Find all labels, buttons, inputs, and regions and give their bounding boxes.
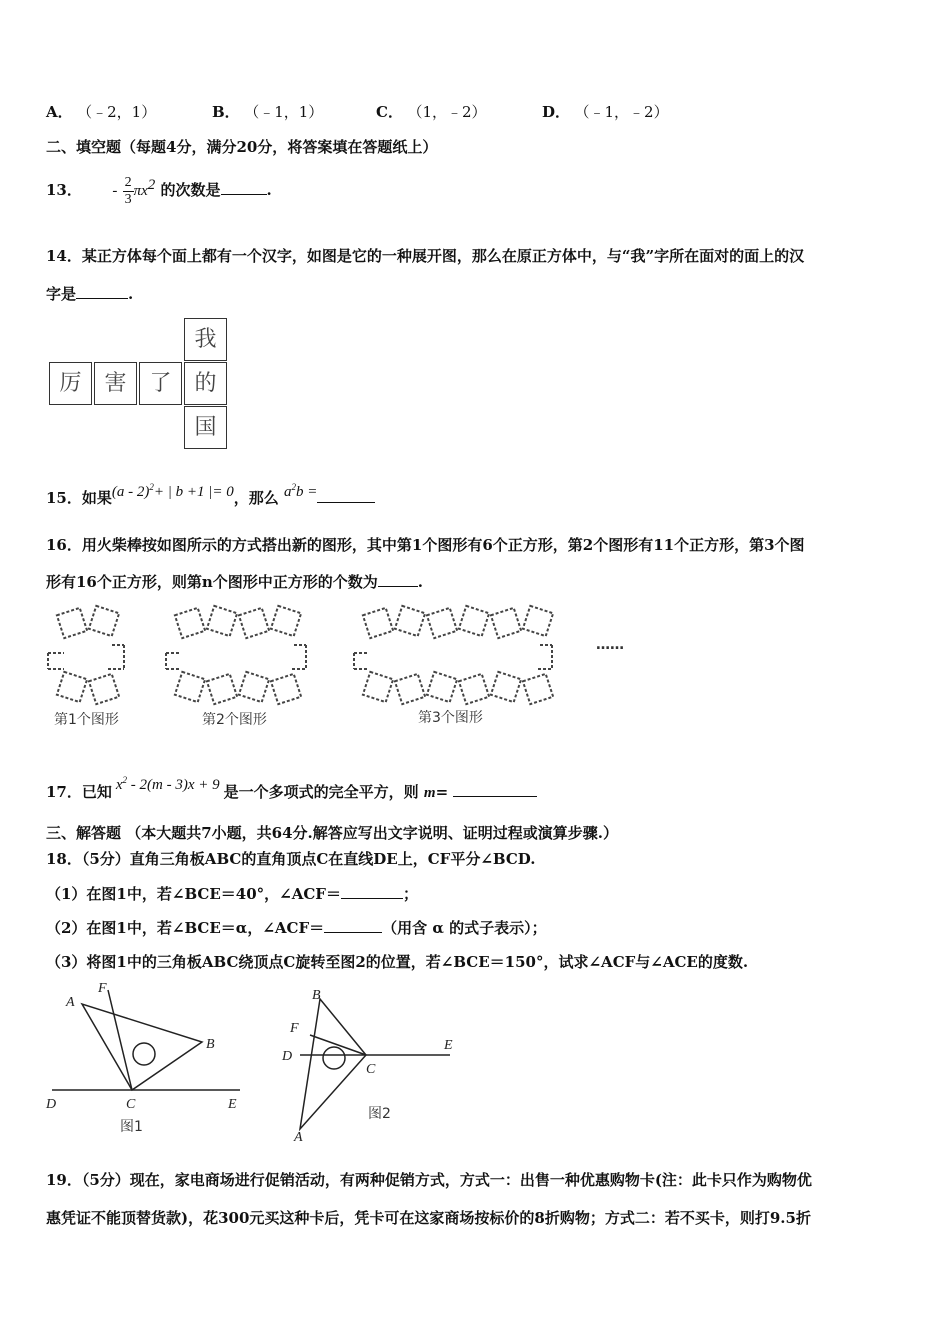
- question-16-line1: 16．用火柴棒按如图所示的方式搭出新的图形，其中第1个图形有6个正方形，第2个图形有11个正方形，第3个图: [46, 536, 805, 554]
- option-b: B． （﹣1，1）: [212, 103, 324, 121]
- caption-figure-2: 第2个图形: [202, 712, 267, 728]
- answer-blank-18-1[interactable]: [341, 884, 403, 899]
- figure-2: [280, 985, 470, 1145]
- label-b: B: [312, 988, 321, 1003]
- cube-face-li: 厉: [49, 362, 92, 405]
- answer-blank-18-2[interactable]: [324, 918, 382, 933]
- question-18-part3: （3）将图1中的三角板ABC绕顶点C旋转至图2的位置，若∠BCE＝150°，试求∠ACF与∠ACE的度数.: [46, 953, 749, 971]
- option-a: A． （﹣2，1）: [46, 103, 157, 121]
- label-d: D: [282, 1049, 293, 1064]
- caption-figure-3: 第3个图形: [418, 710, 483, 726]
- cube-face-de: 的: [184, 362, 227, 405]
- label-e: E: [444, 1038, 453, 1053]
- question-18-part1: （1）在图1中，若∠BCE＝40°，∠ACF＝ ；: [46, 885, 418, 903]
- matchstick-svg: [44, 603, 634, 731]
- label-f: F: [98, 981, 107, 996]
- question-19-line2: 惠凭证不能顶替货款)，花300元买这种卡后，凭卡可在这家商场按标价的8折购物；方式二：若不买卡，则打9.5折: [46, 1209, 811, 1227]
- figure-1-svg: [44, 980, 254, 1140]
- question-13: 13． - $\frac{2}{3}$ $\pi x^2$ 的次数是 .: [46, 174, 272, 207]
- label-c: C: [366, 1062, 376, 1077]
- question-18-line1: 18．（5分）直角三角板ABC的直角顶点C在直线DE上，CF平分∠BCD.: [46, 850, 536, 868]
- question-15: 15．如果(a - 2)$^2$+ | b +1 |= 0，那么 $a^2b$ =: [46, 484, 375, 509]
- ellipsis: ……: [596, 637, 624, 653]
- label-f: F: [290, 1021, 299, 1036]
- section3-heading: 三、解答题 （本大题共7小题，共64分.解答应写出文字说明、证明过程或演算步骤.）: [46, 824, 618, 842]
- cube-face-wo: 我: [184, 318, 227, 361]
- caption-figure-1: 第1个图形: [54, 712, 119, 728]
- answer-blank-13[interactable]: [221, 180, 267, 195]
- option-c: C． （1，﹣2）: [376, 103, 487, 121]
- label-d: D: [46, 1097, 57, 1112]
- question-16-line2: 形有16个正方形，则第n个图形中正方形的个数为 .: [46, 573, 424, 591]
- answer-blank-15[interactable]: [317, 488, 375, 503]
- figure-1: [44, 980, 254, 1140]
- question-14-line1: 14．某正方体每个面上都有一个汉字，如图是它的一种展开图，那么在原正方体中，与“我”字所在面对的面上的汉: [46, 247, 805, 265]
- answer-blank-14[interactable]: [76, 284, 128, 299]
- label-a: A: [294, 1130, 303, 1145]
- matchstick-figures: [44, 603, 634, 731]
- question-18-part2: （2）在图1中，若∠BCE＝α，∠ACF＝ （用含 α 的式子表示）；: [46, 919, 547, 937]
- label-b: B: [206, 1037, 215, 1052]
- cube-face-guo: 国: [184, 406, 227, 449]
- question-19-line1: 19．（5分）现在，家电商场进行促销活动，有两种促销方式，方式一：出售一种优惠购物卡(注：此卡只作为购物优: [46, 1171, 812, 1189]
- section2-heading: 二、填空题（每题4分，满分20分，将答案填在答题纸上）: [46, 138, 438, 156]
- label-e: E: [228, 1097, 237, 1112]
- fraction: $\frac{2}{3}$: [124, 174, 132, 207]
- label-a: A: [66, 995, 75, 1010]
- cube-face-hai: 害: [94, 362, 137, 405]
- label-c: C: [126, 1097, 136, 1112]
- question-14-line2: 字是 .: [46, 285, 134, 303]
- question-17: 17．已知 $x^2 - 2(m - 3)x + 9$ 是一个多项式的完全平方，则 m=: [46, 778, 537, 803]
- cube-face-le: 了: [139, 362, 182, 405]
- answer-blank-17[interactable]: [453, 782, 537, 797]
- figure-2-caption: 图2: [368, 1106, 391, 1122]
- option-d: D． （﹣1，﹣2）: [542, 103, 669, 121]
- figure-1-caption: 图1: [120, 1119, 143, 1135]
- answer-blank-16[interactable]: [378, 572, 418, 587]
